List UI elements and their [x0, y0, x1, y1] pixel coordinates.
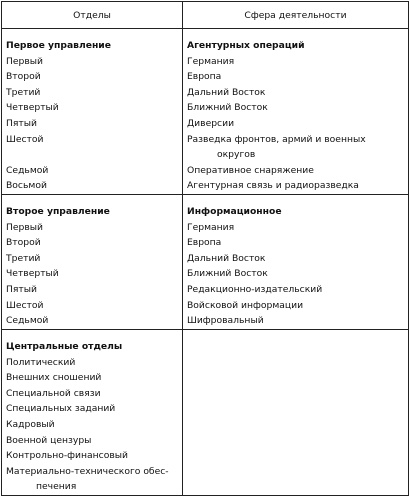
dept-item: Пятый — [6, 283, 38, 295]
activity-item: Дальний Восток — [187, 86, 266, 98]
dept-item: Шестой — [6, 299, 44, 311]
dept-item: Восьмой — [6, 180, 47, 192]
activity-item: Германия — [187, 55, 235, 67]
dept-item: Пятый — [6, 117, 38, 129]
header-row — [2, 2, 409, 29]
dept-item: Третий — [6, 252, 41, 264]
dept-cell — [2, 29, 183, 195]
activity-item: Редакционно-издательский — [187, 283, 323, 295]
activity-item: Ближний Восток — [187, 268, 268, 280]
activity-item: Европа — [187, 237, 222, 249]
dept-item: Третий — [6, 86, 41, 98]
dept-item: Шестой — [6, 133, 44, 145]
table-row — [2, 329, 409, 495]
activity-item: Войсковой информации — [187, 299, 304, 311]
dept-item-spacer — [6, 147, 182, 163]
dept-item: Второй — [6, 71, 41, 83]
dept-item: Специальных заданий — [6, 403, 116, 415]
activity-item: Ближний Восток — [187, 102, 268, 114]
dept-title: Первое управление — [6, 40, 111, 51]
dept-item: Четвертый — [6, 102, 59, 114]
activity-title: Информационное — [187, 205, 282, 217]
activity-item: округов — [217, 149, 256, 161]
dept-item: печения — [36, 481, 77, 493]
dept-item: Контрольно-финансовый — [6, 450, 128, 462]
dept-cell — [2, 329, 183, 495]
activity-item: Дальний Восток — [187, 252, 266, 264]
activity-item: Оперативное снаряжение — [187, 164, 314, 176]
dept-title: Центральные отделы — [6, 340, 123, 352]
activity-cell — [183, 29, 409, 195]
activity-item: Шифровальный — [187, 315, 264, 327]
activity-title: Агентурных операций — [187, 40, 305, 51]
header-activity: Сфера деятельности — [183, 2, 409, 29]
dept-item: Материально-технического обес- — [6, 465, 169, 477]
activity-cell — [183, 329, 409, 495]
dept-item: Второй — [6, 237, 41, 249]
activity-item: Германия — [187, 221, 235, 233]
activity-cell — [183, 194, 409, 329]
dept-item: Специальной связи — [6, 387, 101, 399]
dept-item: Седьмой — [6, 315, 49, 327]
activity-item: Агентурная связь и радиоразведка — [187, 180, 359, 192]
dept-item: Кадровый — [6, 418, 55, 430]
activity-item: Диверсии — [187, 117, 235, 129]
table-row — [2, 194, 409, 329]
dept-item: Военной цензуры — [6, 434, 92, 446]
dept-item: Политический — [6, 356, 76, 368]
dept-item: Четвертый — [6, 268, 59, 280]
activity-item: Разведка фронтов, армий и военных — [187, 133, 366, 145]
departments-table — [1, 1, 409, 496]
dept-item: Седьмой — [6, 164, 49, 176]
dept-item: Первый — [6, 221, 44, 233]
dept-item: Первый — [6, 55, 44, 67]
activity-item: Европа — [187, 71, 222, 83]
table-row — [2, 29, 409, 195]
dept-cell — [2, 194, 183, 329]
dept-item: Внешних сношений — [6, 372, 102, 384]
dept-title: Второе управление — [6, 205, 110, 217]
header-departments: Отделы — [2, 2, 183, 29]
